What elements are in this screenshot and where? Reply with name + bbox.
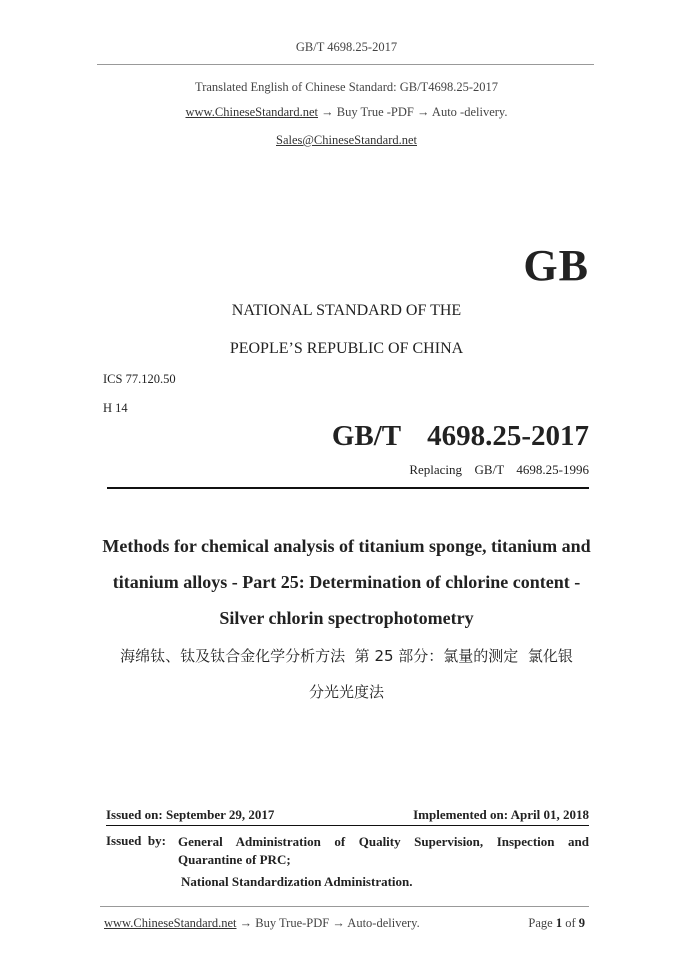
- page-current: 1: [555, 916, 563, 930]
- footer-purchase-line: [104, 916, 420, 931]
- issued-on-date: Issued on: September 29, 2017: [106, 807, 275, 822]
- header-standard-code: GB/T 4698.25-2017: [295, 40, 398, 54]
- header-divider: [97, 64, 594, 65]
- sales-email-link[interactable]: Sales@ChineseStandard.net: [276, 133, 417, 147]
- page-indicator: [528, 916, 585, 931]
- footer-site-link[interactable]: www.ChineseStandard.net: [104, 916, 237, 930]
- title-divider: [107, 487, 589, 489]
- issue-divider: [106, 825, 589, 826]
- english-title: Methods for chemical analysis of titanium sponge, titanium and titanium alloys - Part 25: Determination of chlorine content - Silver chlorin spectrophotometry: [102, 536, 591, 628]
- ics-code: ICS 77.120.50: [103, 372, 176, 386]
- translation-notice: Translated English of Chinese Standard: GB/T4698.25-2017: [195, 80, 498, 94]
- national-standard-line2: PEOPLE’S REPUBLIC OF CHINA: [229, 340, 464, 357]
- purchase-line: [0, 105, 693, 120]
- sales-email-line: [0, 133, 693, 148]
- page-label: Page: [528, 916, 553, 930]
- replacing-standard: Replacing GB/T 4698.25-1996: [409, 462, 589, 477]
- standard-number: GB/T 4698.25-2017: [331, 420, 589, 452]
- issued-by-label: Issued by:: [106, 833, 166, 848]
- site-link[interactable]: www.ChineseStandard.net: [185, 105, 318, 119]
- gb-mark: GB: [523, 241, 589, 290]
- national-standard-line1: NATIONAL STANDARD OF THE: [231, 302, 462, 319]
- implemented-on-date: Implemented on: April 01, 2018: [413, 807, 589, 822]
- page-total: 9: [578, 916, 585, 930]
- chinese-title-line2: 分光光度法: [308, 683, 384, 701]
- chinese-title: [100, 638, 593, 710]
- classification-code: H 14: [103, 401, 128, 415]
- purchase-text: → Buy True -PDF → Auto -delivery.: [318, 105, 508, 119]
- footer-purchase-text: → Buy True-PDF → Auto-delivery.: [236, 916, 420, 930]
- issued-by-authority-2: National Standardization Administration.: [181, 874, 413, 889]
- chinese-title-line1: 海绵钛、钛及钛合金化学分析方法 第 25 部分：氯量的测定 氯化银: [120, 647, 573, 665]
- issued-by-authority: General Administration of Quality Supervision, Inspection and Quarantine of PRC;: [178, 834, 589, 867]
- page-of: of: [565, 916, 576, 930]
- footer-divider: [100, 906, 589, 907]
